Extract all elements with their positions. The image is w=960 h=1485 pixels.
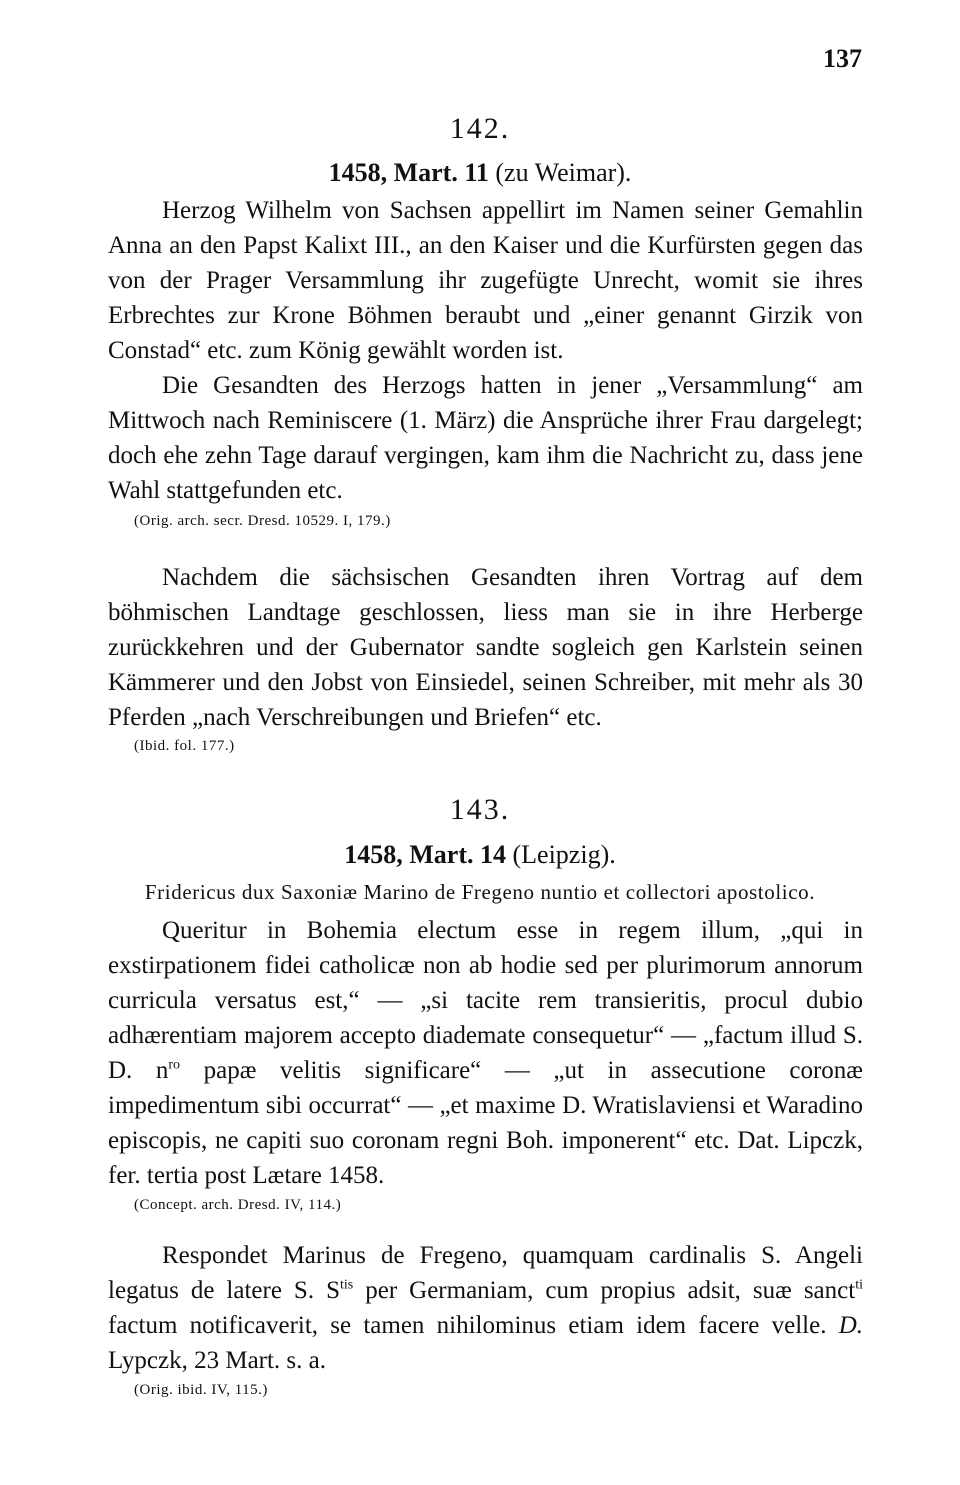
summary-paragraph: Herzog Wilhelm von Sachsen appellirt im Namen seiner Gemahlin Anna an den Papst Kalixt III., an den Kaiser und die Kurfürsten gegen das von der Prager Versammlung ihr zugefügte Unrecht, womit sie ihres Erbrechtes zur Krone Böhmen beraubt und „einer genannt Girzik von Constad“ etc. zum König gewählt worden ist. — [108, 197, 863, 364]
source-citation: (Ibid. fol. 177.) — [134, 738, 235, 754]
source-citation: (Orig. ibid. IV, 115.) — [134, 1382, 268, 1398]
text-run: factum notificaverit, se tamen nihilominus etiam idem facere velle. — [108, 1312, 839, 1339]
body-paragraph: Nachdem die sächsischen Gesandten ihren Vortrag auf dem böhmischen Landtage geschlossen, liess man sie in ihre Herberge zurückkehren und der Gubernator sandte sogleich gen Karlstein seinen Kämmerer und den Jobst von Einsiedel, seinen Schreiber, mit mehr als 30 Pferden „nach Verschreibungen und Briefen“ etc. — [108, 564, 863, 731]
text-run: per Germaniam, cum propius adsit, suæ sanct — [353, 1277, 856, 1304]
source-citation: (Orig. arch. secr. Dresd. 10529. I, 179.) — [134, 513, 391, 529]
dateline-date: 1458, Mart. 11 — [328, 158, 489, 187]
dateline-place: (zu Weimar). — [488, 158, 632, 187]
text-run: Queritur in Bohemia electum esse in regem illum, „qui in exstirpationem fidei catholicæ non ab hodie sed per plurimorum annorum curricula versatus est,“ — „si tacite rem transieritis, procul dubio adhærentiam majorem accepto diademate consequetur“ — „factum illud S. D. n — [108, 917, 863, 1084]
italic-initial: D. — [838, 1312, 863, 1339]
text-run: papæ velitis significare“ — „ut in assecutione coronæ impedimentum sibi occurrat“ — „et maxime D. Wratislaviensi et Waradino episcopis, ne capiti suo coronam regni Boh. imponerent“ etc. Dat. Lipczk, fer. tertia post Lætare 1458. — [108, 1057, 863, 1189]
superscript: ti — [855, 1277, 863, 1293]
letter-address: Fridericus dux Saxoniæ Marino de Fregeno nuntio et collectori apostolico. — [144, 880, 816, 904]
section-dateline-143 — [0, 840, 960, 870]
text-run: Lypczk, 23 Mart. s. a. — [108, 1347, 327, 1374]
page-number: 137 — [823, 44, 862, 73]
body-paragraph — [108, 1238, 863, 1378]
section-number-142: 142. — [449, 112, 511, 145]
section-number-143: 143. — [449, 793, 511, 826]
body-paragraph — [108, 913, 863, 1193]
dateline-place: (Leipzig). — [506, 840, 616, 869]
section-dateline-142 — [0, 158, 960, 188]
superscript: tis — [339, 1277, 354, 1293]
text-run: Respondet Marinus de Fregeno, quamquam cardinalis S. Angeli legatus de latere S. S — [108, 1242, 863, 1304]
source-citation: (Concept. arch. Dresd. IV, 114.) — [134, 1197, 342, 1213]
superscript: ro — [168, 1057, 181, 1073]
summary-paragraph: Die Gesandten des Herzogs hatten in jener „Versammlung“ am Mittwoch nach Reminiscere (1. März) die Ansprüche ihrer Frau dargelegt; doch ehe zehn Tage darauf vergingen, kam ihm die Nachricht zu, dass jene Wahl stattgefunden etc. — [108, 372, 863, 504]
dateline-date: 1458, Mart. 14 — [344, 840, 506, 869]
